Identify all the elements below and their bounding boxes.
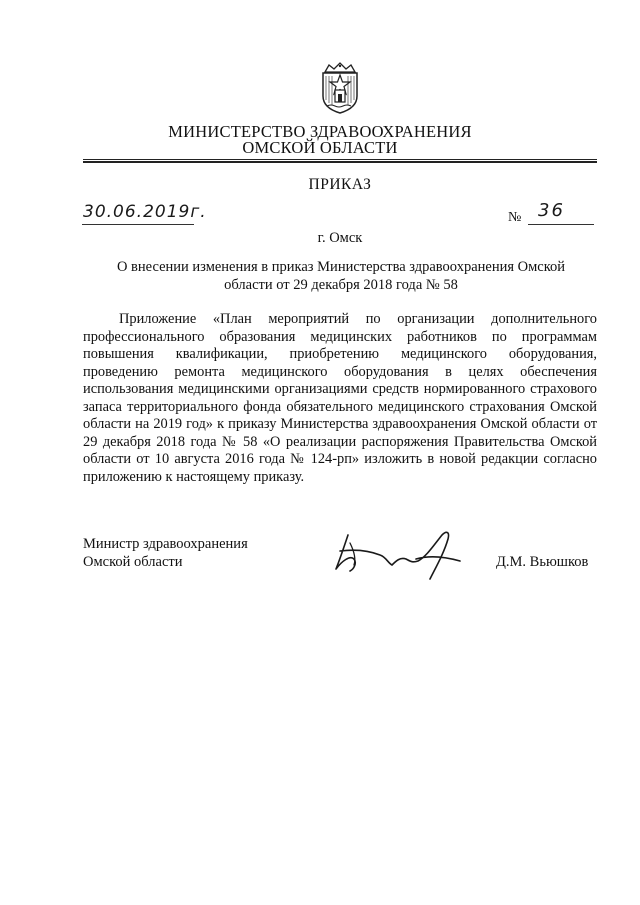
ministry-name-line2: ОМСКОЙ ОБЛАСТИ [242, 138, 398, 157]
document-body: Приложение «План мероприятий по организации дополнительного профессионального образования медицинских работников по программам повышения квалификации, приобретению медицинского оборудования, проведению ремонта медицинского оборудования в целях обеспечения использования медицинскими организациями средств нормированного страхового запаса территориального фонда обязательного медицинского страхования Омской области на 2019 год» к приказу Министерства здравоохранения Омской области от 29 декабря 2018 года № 58 «О реализации распоряжения Правительства Омской области от 10 августа 2016 года № 124-рп» изложить в новой редакции согласно приложению к настоящему приказу. [83, 311, 597, 485]
number-sign: № [508, 210, 522, 225]
document-subject: О внесении изменения в приказ Министерства здравоохранения Омской области от 29 декабря 2018 года № 58 [116, 259, 566, 293]
signer-title-line2: Омской области [83, 554, 183, 570]
document-number: 36 [538, 200, 565, 221]
signer-title [83, 535, 248, 571]
header-rule-thin [83, 159, 597, 160]
signer-title-line1: Министр здравоохранения [83, 536, 248, 552]
date-underline [82, 224, 194, 225]
header-rule-thick [83, 161, 597, 163]
signer-name: Д.М. Вьюшков [496, 554, 589, 570]
coat-of-arms-icon [317, 62, 363, 114]
handwritten-signature-icon [330, 525, 470, 585]
document-city: г. Омск [317, 230, 363, 246]
document-type: ПРИКАЗ [308, 176, 372, 193]
ministry-name-line1: МИНИСТЕРСТВО ЗДРАВООХРАНЕНИЯ [168, 122, 472, 141]
number-underline [528, 224, 594, 225]
document-date: 30.06.2019г. [83, 202, 207, 222]
